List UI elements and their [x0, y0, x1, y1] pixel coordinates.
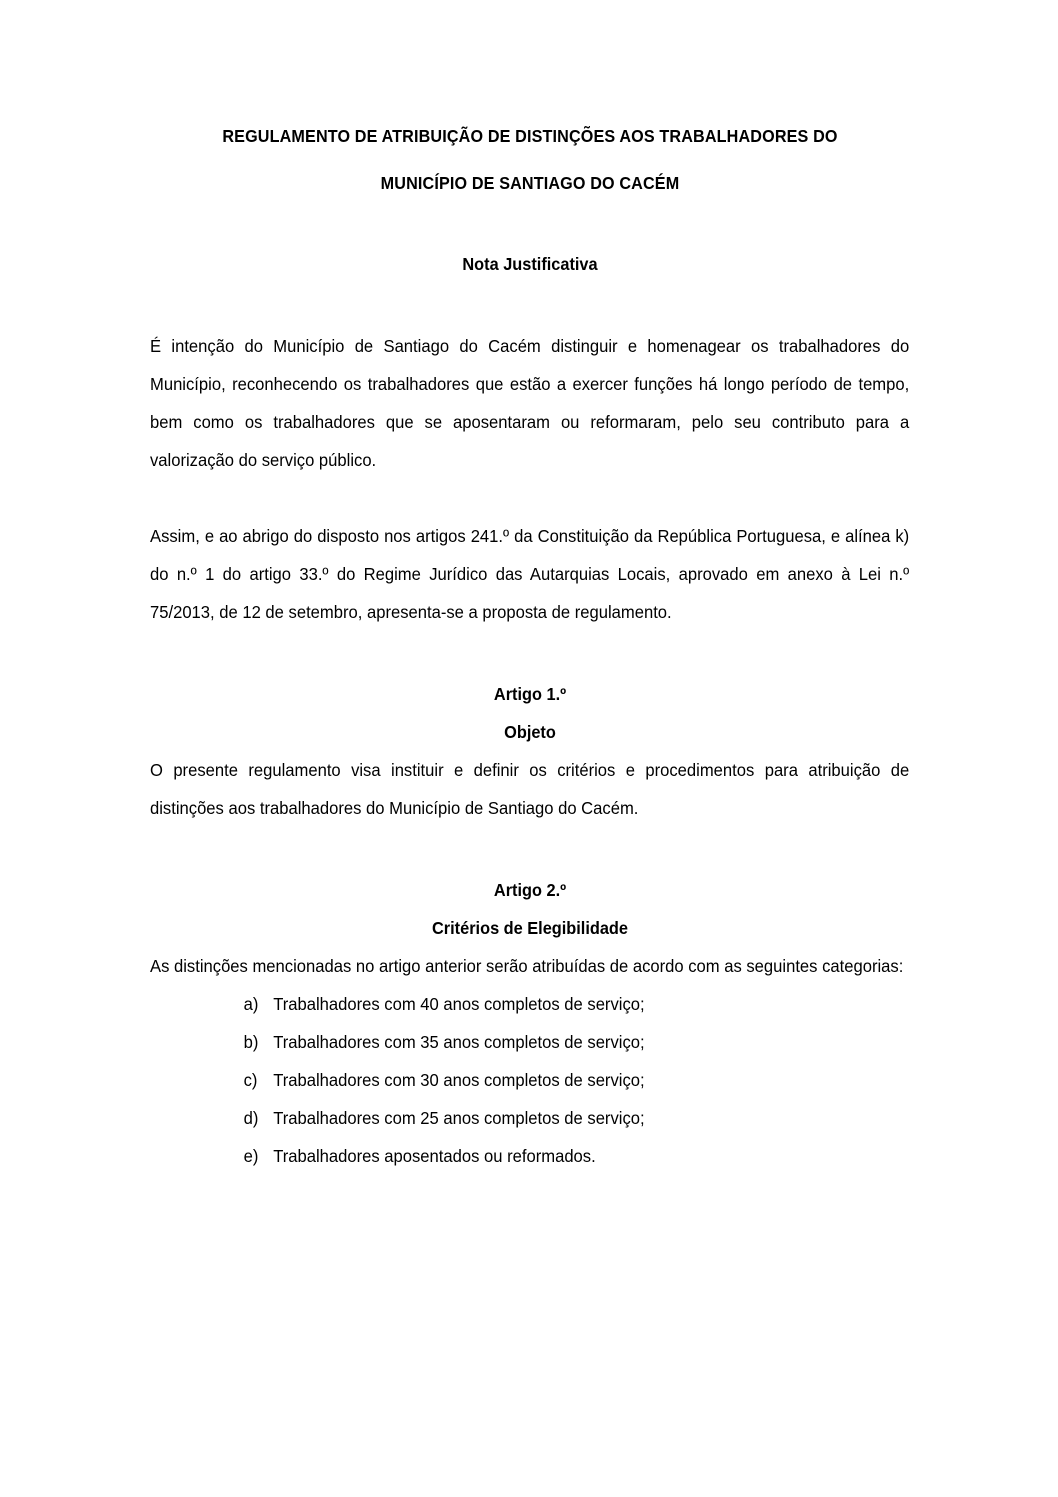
list-item-marker: b) — [243, 1032, 259, 1052]
spacer — [150, 479, 910, 517]
list-item-label: Trabalhadores com 35 anos completos de serviço; — [273, 1032, 645, 1052]
spacer — [150, 283, 910, 327]
page-title-line-2: MUNICÍPIO DE SANTIAGO DO CACÉM — [380, 173, 680, 193]
list-item-marker: e) — [243, 1146, 259, 1166]
paragraph-artigo-1-body: O presente regulamento visa instituir e definir os critérios e procedimentos para atribuição de distinções aos trabalhadores do Município de Santiago do Cacém. — [150, 760, 910, 818]
list-item — [150, 1137, 876, 1175]
spacer — [150, 631, 910, 675]
heading-artigo-1-number: Artigo 1.º — [493, 684, 567, 704]
paragraph-nota-1: É intenção do Município de Santiago do Cacém distinguir e homenagear os trabalhadores do Município, reconhecendo os trabalhadores que estão a exercer funções há longo período de tempo, bem como os trabalhadores que se aposentaram ou reformaram, pelo seu contributo para a valorização do serviço público. — [150, 336, 910, 470]
list-item — [150, 1023, 876, 1061]
list-item — [150, 1099, 876, 1137]
list-item — [150, 985, 876, 1023]
paragraph-artigo-2-body: As distinções mencionadas no artigo anterior serão atribuídas de acordo com as seguintes categorias: — [150, 956, 904, 976]
spacer — [150, 207, 910, 245]
heading-artigo-1-title: Objeto — [504, 722, 556, 742]
list-item-label: Trabalhadores aposentados ou reformados. — [273, 1146, 596, 1166]
list-item — [150, 1061, 876, 1099]
spacer — [150, 827, 910, 871]
heading-nota-justificativa: Nota Justificativa — [462, 254, 598, 274]
list-item-label: Trabalhadores com 25 anos completos de serviço; — [273, 1108, 645, 1128]
list-item-marker: d) — [243, 1108, 259, 1128]
heading-artigo-2-title: Critérios de Elegibilidade — [432, 918, 628, 938]
eligibility-criteria-list — [150, 985, 910, 1175]
paragraph-nota-2: Assim, e ao abrigo do disposto nos artigos 241.º da Constituição da República Portuguesa, e alínea k) do n.º 1 do artigo 33.º do Regime Jurídico das Autarquias Locais, aprovado em anexo à Lei n.º 75/2013, de 12 de setembro, apresenta-se a proposta de regulamento. — [150, 526, 910, 622]
list-item-label: Trabalhadores com 30 anos completos de serviço; — [273, 1070, 645, 1090]
list-item-marker: a) — [243, 994, 259, 1014]
heading-artigo-2-number: Artigo 2.º — [493, 880, 567, 900]
document-content — [150, 113, 910, 1175]
list-item-label: Trabalhadores com 40 anos completos de serviço; — [273, 994, 645, 1014]
page-title-line-1: REGULAMENTO DE ATRIBUIÇÃO DE DISTINÇÕES AOS TRABALHADORES DO — [222, 126, 838, 146]
page-title — [173, 113, 887, 207]
list-item-marker: c) — [243, 1070, 258, 1090]
